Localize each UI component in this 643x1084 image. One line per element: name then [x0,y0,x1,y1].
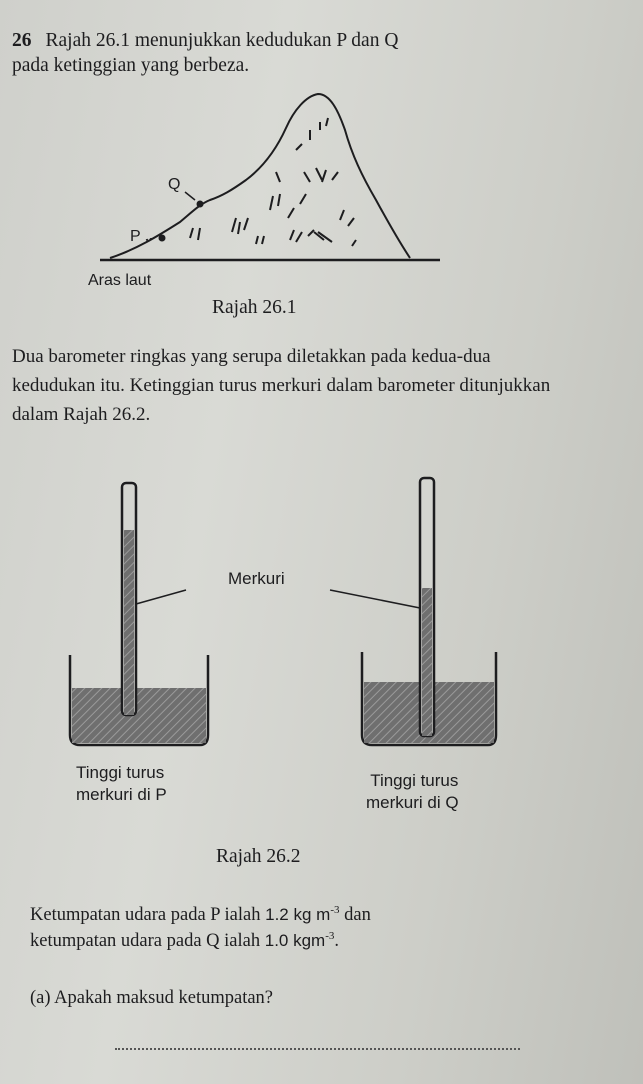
label-p: P [130,228,141,245]
density-q-exponent: -3 [325,930,335,942]
label-height-p-line1: Tinggi turus [76,763,165,782]
label-height-q-line2: merkuri di Q [366,793,459,812]
part-a-text: Apakah maksud ketumpatan? [54,988,274,1008]
density-p-suffix: dan [344,905,371,926]
density-q-text: ketumpatan udara pada Q ialah [30,931,261,952]
density-line-2 [30,930,339,952]
figure-26-1-caption: Rajah 26.1 [212,297,297,318]
density-p-text: Ketumpatan udara pada P ialah [30,905,261,926]
part-a-question [30,988,273,1009]
paragraph-description: Dua barometer ringkas yang serupa diletakkan pada kedua-dua kedudukan itu. Ketinggian turus merkuri dalam barometer ditunjukkan dalam Rajah 26.2. [12,346,551,425]
density-line-1 [30,904,371,926]
label-height-q [366,770,459,814]
density-p-exponent: -3 [330,904,340,916]
answer-line[interactable] [115,1046,520,1050]
point-q-dot [197,201,204,208]
label-height-p [76,762,167,806]
label-q: Q [168,176,181,193]
figure-26-2-caption: Rajah 26.2 [216,846,301,867]
question-intro-2: pada ketinggian yang berbeza. [12,55,250,76]
label-sea-level: Aras laut [88,272,152,289]
point-p-dot [159,235,166,242]
part-a-label: (a) [30,988,51,1008]
question-number: 26 [12,30,32,51]
label-height-p-line2: merkuri di P [76,785,167,804]
barometer-q [330,478,496,745]
density-p-value: 1.2 kg m [265,905,331,925]
density-q-suffix: . [334,931,340,952]
label-mercury: Merkuri [228,569,285,588]
barometer-p [70,483,208,745]
label-height-q-line1: Tinggi turus [370,771,459,790]
question-intro-1: Rajah 26.1 menunjukkan kedudukan P dan Q [45,30,399,51]
density-q-value: 1.0 kgm [264,931,326,951]
